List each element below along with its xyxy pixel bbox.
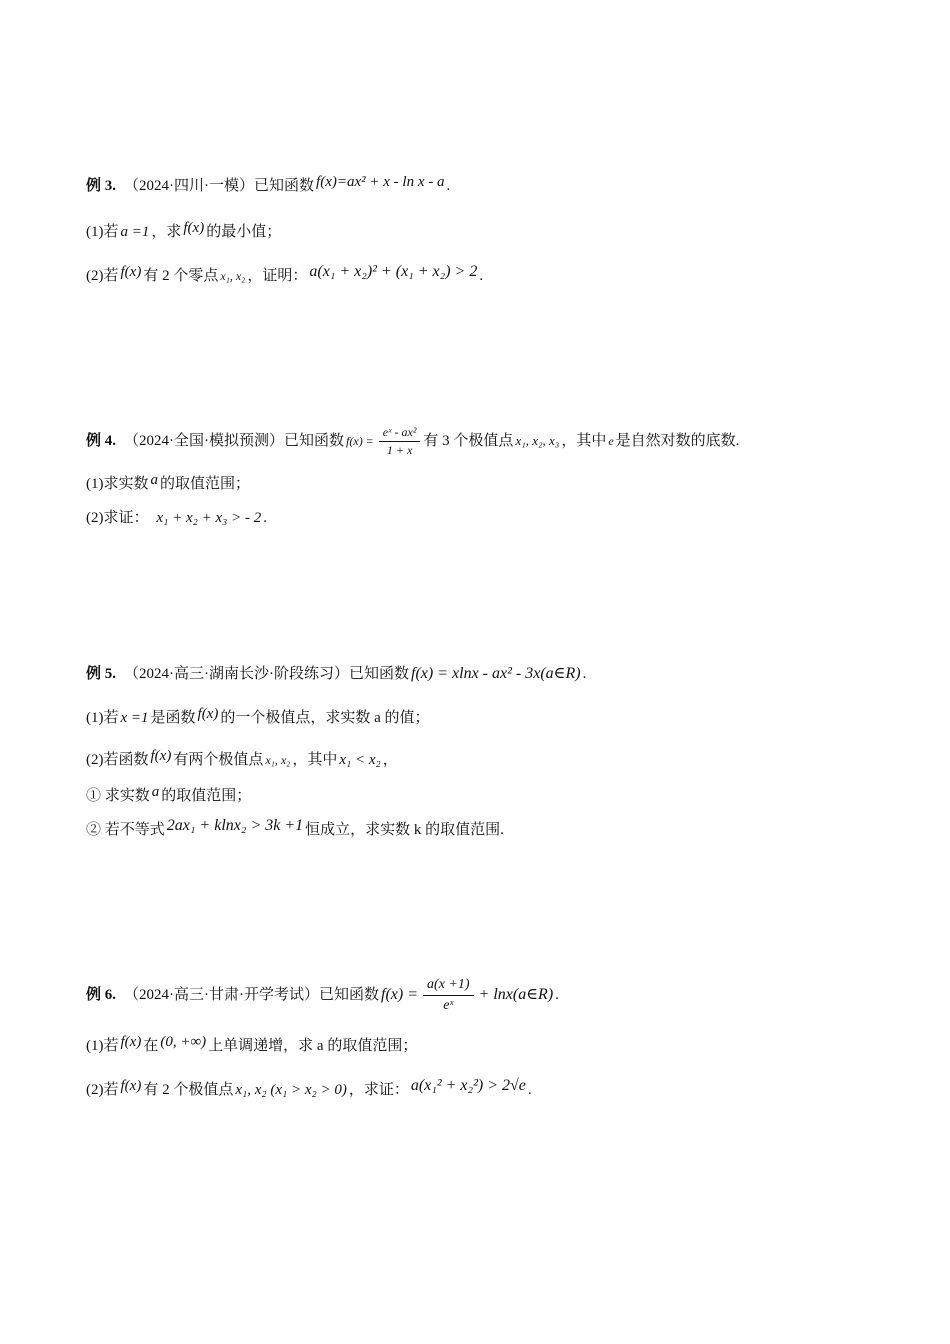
example-source: （2024·高三·甘肃·开学考试） — [124, 987, 320, 1003]
function-fraction: $\frac{a(x +1)}{\text{eˣ}}$ — [423, 976, 474, 1015]
example-label: 例 4. — [86, 433, 117, 449]
example-4-part-2: (2)求证： x₁ + x₂ + x₃ > - 2 . — [86, 510, 267, 526]
example-5-part-2-sub-1: ① 求实数 a 的取值范围； — [86, 784, 252, 804]
example-label: 例 5. — [86, 666, 117, 682]
example-4-part-1: (1)求实数 a 的取值范围； — [86, 472, 251, 492]
example-5-part-2-sub-2: ② 若不等式 2ax₁ + klnx₂ > 3k +1 恒成立，求实数 k 的取值范围. — [86, 817, 504, 838]
function-fraction: $\frac{\text{eˣ - ax²}}{1 + x}$ — [379, 425, 421, 458]
example-source: （2024·全国·模拟预测） — [124, 433, 285, 449]
example-label: 例 6. — [86, 987, 117, 1003]
example-4-stem: 例 4. （2024·全国·模拟预测）已知函数 f(x) = $\frac{\text{eˣ - ax²}}{1 + x}$ 有 3 个极值点 x₁, x₂, x₃ ，其中 e 是自然对数的底数. — [86, 425, 740, 458]
function-formula: f(x) = xlnx - ax² - 3x(a∈R) — [411, 665, 581, 682]
example-6-part-2: (2)若 f(x) 有 2 个极值点 x₁, x₂ (x₁ > x₂ > 0) ，求证： a(x₁² + x₂²) > 2√e . — [86, 1077, 532, 1098]
example-5-part-1: (1)若 x =1 是函数 f(x) 的一个极值点，求实数 a 的值； — [86, 706, 430, 726]
example-6-part-1: (1)若 f(x) 在 (0, +∞) 上单调递增，求 a 的取值范围； — [86, 1034, 418, 1054]
example-3-part-1: (1)若 a =1 ，求 f(x) 的最小值； — [86, 220, 282, 240]
example-3-stem: 例 3. （2024·四川·一模）已知函数 f(x)=ax² + x - ln x - a . — [86, 174, 451, 194]
example-5-stem: 例 5. （2024·高三·湖南长沙·阶段练习）已知函数 f(x) = xlnx - ax² - 3x(a∈R) . — [86, 665, 587, 682]
example-source: （2024·四川·一模） — [124, 178, 255, 194]
example-6-stem: 例 6. （2024·高三·甘肃·开学考试）已知函数 f(x) = $\frac{a(x +1)}{\text{eˣ}}$ + lnx(a∈R) . — [86, 977, 559, 1014]
example-3-part-2: (2)若 f(x) 有 2 个零点 x₁, x₂ ，证明： a(x₁ + x₂)² + (x₁ + x₂) > 2 . — [86, 263, 484, 284]
example-source: （2024·高三·湖南长沙·阶段练习） — [124, 666, 350, 682]
example-label: 例 3. — [86, 178, 117, 194]
function-formula: f(x)=ax² + x - ln x - a — [316, 174, 445, 190]
example-5-part-2: (2)若函数 f(x) 有两个极值点 x₁, x₂ ，其中 x₁ < x₂ ， — [86, 748, 398, 768]
